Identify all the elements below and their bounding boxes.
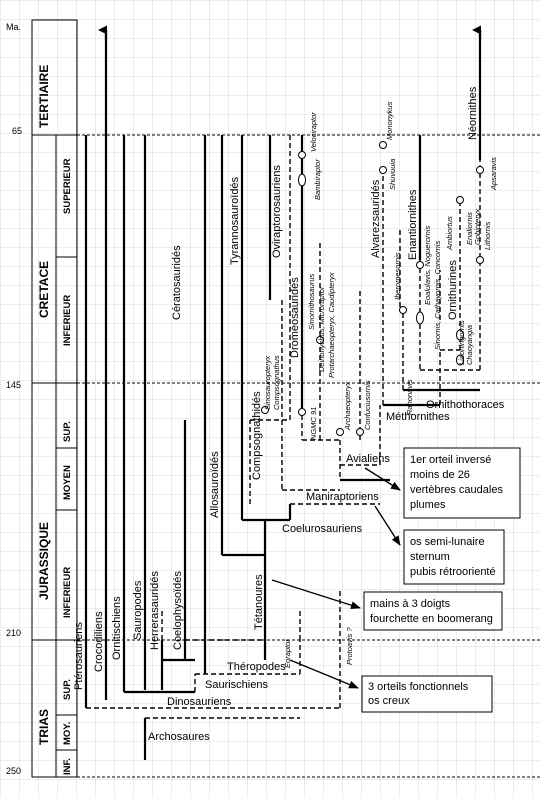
sub-superieur: SUPERIEUR <box>62 158 73 214</box>
taxon-ambiortus: Ambiortus <box>445 216 454 250</box>
lineage-tyrannosauroides: Tyrannosauroïdés <box>229 176 241 265</box>
scale-mark-210: 210 <box>6 628 22 638</box>
taxon-rahonavis: Rahonavis <box>405 379 414 415</box>
clade-theropodes: Théropodes <box>227 661 286 673</box>
scale-mark-65: 65 <box>12 126 23 136</box>
clade-saurischiens: Saurischiens <box>205 679 268 691</box>
clade-archosaures: Archosaures <box>148 731 210 743</box>
taxon-archaeopteryx: Archaeopteryx <box>343 381 352 430</box>
lineage-dromeosaurides: Droméosauridés <box>289 277 301 358</box>
lineage-ornithurines: Ornithurines <box>447 260 459 320</box>
taxon-sinosauropteryx: Sinosauropteryx <box>263 355 272 410</box>
lineage-coelophysoides: Coelophysoïdés <box>172 571 184 650</box>
taxon-lithornis: Lithornis <box>483 221 492 250</box>
lineage-pterosauriens: Ptérosauriens <box>73 622 85 690</box>
clade-coelurosauriens: Coelurosauriens <box>282 523 363 535</box>
note-line: plumes <box>410 499 446 511</box>
taxon-confuciusornis: Confuciusornis <box>363 380 372 430</box>
taxon-ngmc91: NGMC 91 <box>309 406 318 440</box>
sub-moyen: MOYEN <box>62 465 73 500</box>
period-jurassique: JURASSIQUE <box>37 521 51 600</box>
taxon-deinonychus: Deinonychus, Microraptor <box>317 286 326 372</box>
taxon-liaoningornis: Liaoningornis <box>457 320 466 365</box>
taxon-gobipteryx: Gobipteryx <box>473 208 482 245</box>
sub-moy-trias: MOY. <box>62 721 73 745</box>
note-box-tetanoures <box>364 592 502 630</box>
note-line: os creux <box>368 695 410 707</box>
taxon-chaoyangia: Chaoyangia <box>465 324 474 365</box>
clade-maniraptoriens: Maniraptoriens <box>306 491 379 503</box>
taxon-mononykus: Mononykus <box>385 101 394 140</box>
note-box-maniraptoriens <box>404 530 504 584</box>
period-trias: TRIAS <box>37 709 51 745</box>
scale-mark-145: 145 <box>6 380 22 390</box>
lineage-enantiornithes: Enantiornithes <box>407 189 419 260</box>
taxon-iberomesornis: Iberomesornis <box>393 252 402 300</box>
note-line: os semi-lunaire <box>410 536 485 548</box>
clade-tetanoures: Tétanoures <box>253 574 265 630</box>
lineage-crocodiliens: Crocodiliens <box>93 611 105 672</box>
clade-ornithothoraces: Ornithothoraces <box>426 399 505 411</box>
period-cretace: CRETACE <box>37 260 51 318</box>
clade-dinosauriens: Dinosauriens <box>167 696 232 708</box>
lineage-oviraptorosauriens: Oviraptorosauriens <box>271 165 283 258</box>
taxon-eoalulavis: Eoalulavis, Noguerornis <box>423 225 432 305</box>
lineage-compsognathides: Compsognathidés <box>251 391 263 480</box>
note-line: mains à 3 doigts <box>370 598 451 610</box>
clade-avialiens: Avialiens <box>346 453 390 465</box>
note-line: 1er orteil inversé <box>410 454 492 466</box>
taxon-protarchaeopteryx: Protarchaeopteryx, Caudipteryx <box>327 272 336 378</box>
taxon-compsognathus: Compsognathus <box>272 355 281 410</box>
lineage-ceratosaurides: Cératosauridés <box>171 245 183 320</box>
scale-unit: Ma. <box>6 22 22 32</box>
lineage-allosauroides: Allosauroïdés <box>209 451 221 518</box>
note-box-theropodes <box>362 676 492 712</box>
scale-mark-250: 250 <box>6 766 22 776</box>
taxon-eoraptor: Eoraptor <box>283 639 292 668</box>
clade-methornithes: Méthornithes <box>386 411 450 423</box>
note-line: 3 orteils fonctionnels <box>368 681 469 693</box>
lineage-alvarezsaurides: Alvarezsauridés <box>370 179 382 258</box>
note-line: sternum <box>410 551 450 563</box>
note-box-avialiens <box>404 448 520 518</box>
note-line: pubis rétroorienté <box>410 566 496 578</box>
taxon-shuvuuia: Shuvuuia <box>388 158 397 190</box>
sub-inferieur-cretace: INFERIEUR <box>62 294 73 346</box>
taxon-sinornithosaurus: Sinornithosaurus <box>307 273 316 330</box>
sub-inf-trias: INF. <box>62 758 73 775</box>
lineage-ornitischiens: Ornitischiens <box>111 596 123 660</box>
sub-inferieur-jurassique: INFERIEUR <box>62 566 73 618</box>
sub-sup-trias: SUP. <box>62 679 73 700</box>
lineage-sauropodes: Sauropodes <box>132 580 144 640</box>
period-tertiaire: TERTIAIRE <box>37 64 51 128</box>
lineage-herrerasaurides: Herrerasauridés <box>149 571 161 650</box>
taxon-sinornis: Sinornis, Cathayornis, Concornis <box>433 240 442 350</box>
note-line: moins de 26 <box>410 469 470 481</box>
taxon-bambiraptor: Bambiraptor <box>313 159 322 200</box>
lineage-neornithes: Néornithes <box>467 86 479 140</box>
taxon-protoavis: Protoavis ? <box>345 627 354 665</box>
sub-sup-jurassique: SUP. <box>62 421 73 442</box>
taxon-enaliornis: Enaliornis <box>465 212 474 245</box>
taxon-apsaravis: Apsaravis <box>489 157 498 190</box>
note-line: fourchette en boomerang <box>370 613 493 625</box>
note-line: vertèbres caudales <box>410 484 503 496</box>
taxon-velociraptor: Velociraptor <box>309 112 318 152</box>
